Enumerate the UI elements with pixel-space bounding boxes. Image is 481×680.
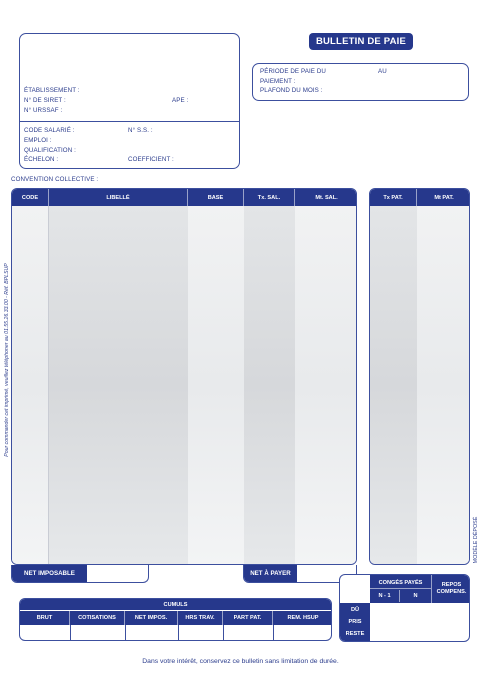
col-mt-pat	[417, 206, 470, 564]
cumul-value-row	[20, 625, 331, 640]
col-tx-pat-header: Tx PAT.	[370, 189, 417, 206]
conges-row-pris: PRIS	[348, 618, 362, 625]
col-tx-pat	[370, 206, 417, 564]
document-title: BULLETIN DE PAIE	[309, 33, 413, 50]
cumul-rem-hsup-header: REM. HSUP	[287, 615, 319, 621]
cumuls-box	[19, 598, 332, 641]
col-tx-sal	[244, 206, 295, 564]
urssaf-label: N° URSSAF :	[24, 107, 63, 114]
net-imposable-box	[11, 565, 149, 583]
code-salarie-label: CODE SALARIÉ :	[24, 127, 75, 134]
divider	[20, 121, 239, 122]
ss-number-label: N° S.S. :	[128, 127, 153, 134]
cumul-hrs-trav-header: HRS TRAV.	[178, 611, 223, 625]
conges-n-header: N	[413, 593, 418, 599]
convention-label: CONVENTION COLLECTIVE :	[11, 176, 99, 183]
footer-note: Dans votre intérêt, conservez ce bulletin sans limitation de durée.	[142, 658, 339, 665]
conges-title: CONGÉS PAYÉS	[370, 577, 431, 589]
au-label: AU	[378, 68, 387, 75]
periode-label: PÉRIODE DE PAIE DU	[260, 68, 326, 75]
net-a-payer-label: NET À PAYER	[244, 565, 297, 582]
cumul-cotisations-header: COTISATIONS	[70, 611, 125, 625]
conges-n1-header: N - 1	[370, 590, 400, 602]
emploi-label: EMPLOI :	[24, 137, 52, 144]
conges-row-reste: RESTE	[345, 630, 365, 637]
cumuls-title: CUMULS	[20, 599, 331, 610]
net-imposable-label: NET IMPOSABLE	[12, 565, 87, 582]
paiement-label: PAIEMENT :	[260, 78, 296, 85]
etablissement-label: ÉTABLISSEMENT :	[24, 87, 80, 94]
siret-label: N° DE SIRET :	[24, 97, 66, 104]
col-libelle-header: LIBELLÉ	[49, 189, 188, 206]
cumul-brut-header: BRUT	[20, 611, 70, 625]
coefficient-label: COEFFICIENT :	[128, 156, 174, 163]
employer-contrib-table	[369, 188, 470, 565]
col-libelle	[49, 206, 188, 564]
col-tx-sal-header: Tx. SAL.	[244, 189, 295, 206]
salary-table	[11, 188, 357, 565]
col-code	[12, 206, 49, 564]
col-code-header: CODE	[12, 189, 49, 206]
conges-box	[339, 574, 470, 642]
plafond-label: PLAFOND DU MOIS :	[260, 87, 323, 94]
repos-header: REPOS COMPENS.	[431, 575, 470, 603]
col-mt-pat-header: Mt PAT.	[434, 194, 454, 201]
echelon-label: ÉCHELON :	[24, 156, 59, 163]
col-mt-sal	[295, 206, 357, 564]
cumul-net-impos-header: NET IMPOS.	[125, 611, 178, 625]
cumul-part-pat-header: PART PAT.	[223, 611, 273, 625]
col-base-header: BASE	[188, 189, 244, 206]
qualification-label: QUALIFICATION :	[24, 147, 76, 154]
col-mt-sal-header: Mt. SAL.	[315, 194, 338, 201]
ape-label: APE :	[172, 97, 189, 104]
conges-row-du: DÛ	[350, 606, 360, 613]
col-base	[188, 206, 244, 564]
